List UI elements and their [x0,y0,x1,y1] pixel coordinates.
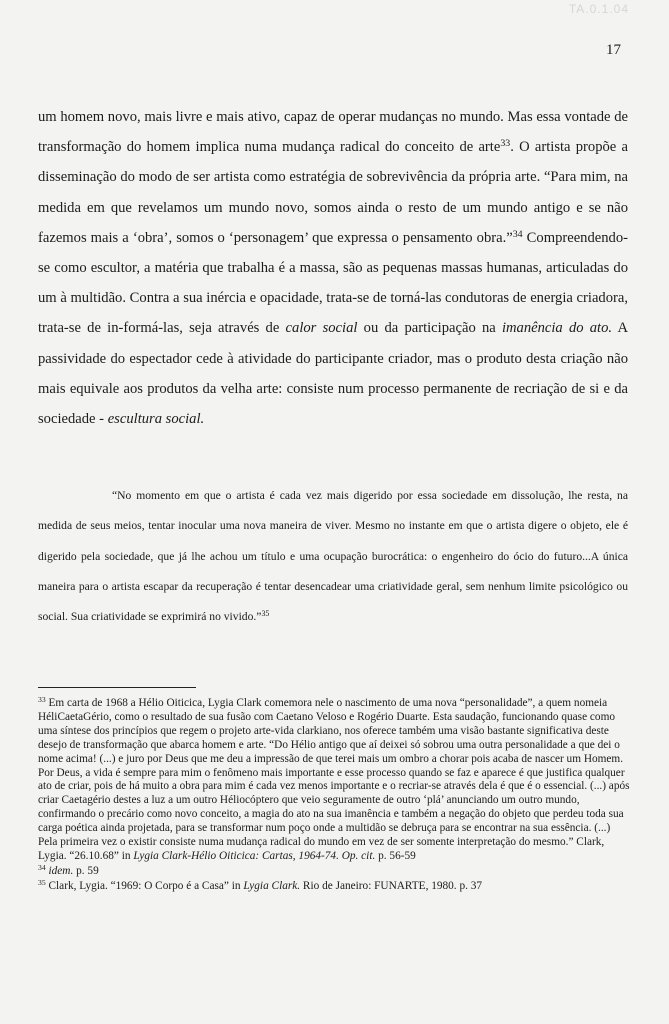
body-text-4: ou da participação na [357,320,502,337]
body-text-1: um homem novo, mais livre e mais ativo, capaz de operar mudanças no mundo. Mas essa vontade de transformação do homem implica numa mudança radical do conceito de arte [38,109,628,156]
footnote-number: 34 [38,863,46,873]
emphasis-calor-social: calor social [285,320,358,337]
scan-mark: TA.0.1.04 [568,2,629,16]
footnote-pages: p. 59 [73,864,99,877]
footnote-33 [38,697,630,864]
quote-text: “No momento em que o artista é cada vez mais digerido por essa sociedade em dissolução, lhe resta, na medida de seus meios, tentar inocular uma nova maneira de viver. Mesmo no instante em que o artista digere o objeto, ele é digerido pela sociedade, que já lhe achou um título e uma ocupação burocrática: o engenheiro do ócio do futuro...A única maneira para o artista escapar da recuperação é tentar desencadear uma criatividade geral, sem nenhum limite psicológico ou social. Sua criatividade se exprimirá no vivido.” [38,489,628,624]
footnote-ref-33: 33 [500,138,511,150]
footnote-citation-title: idem. [48,864,74,877]
body-paragraph [38,102,628,434]
footnote-citation-title: Lygia Clark. [243,879,301,892]
footnote-citation-title: Lygia Clark-Hélio Oiticica: Cartas, 1964-74. Op. cit. [133,849,376,862]
body-text-3: Compreendendo-se como escultor, a matéria que trabalha é a massa, são as pequenas massas humanas, articuladas do um à multidão. Contra a sua inércia e opacidade, trata-se de torná-las condutoras de energia criadora, trata-se de in-formá-las, seja através de [38,229,628,337]
footnotes [38,697,630,894]
footnote-34 [38,865,630,879]
footnote-text: Em carta de 1968 a Hélio Oiticica, Lygia Clark comemora nele o nascimento de uma nova “personalidade”, a quem nomeia HéliCaetaGério, como o resultado de sua fusão com Caetano Veloso e Rogério Duarte. Esta saudação, funcionando quase como uma síntese dos princípios que regem o projeto arte-vida clarkiano, nos oferece também uma visão bastante significativa deste desejo de transformação que abarca homem e arte. “Do Hélio antigo que aí deixei só sobrou uma outra personalidade a que dei o nome acima! (...) e juro por Deus que me deu a impressão de que terei mais um ombro a chorar pois acaba de nascer um Homem. Por Deus, a vida é sempre para mim o fenômeno mais importante e esse processo quando se faz e aparece é que justifica qualquer ato de criar, pois de há muito a obra para mim é cada vez menos importante e o recriar-se através dela é que é o essencial. (...) após criar Caetagério destes a luz a um outro Héliocóptero que veio seguramente de outro ‘plá’ anunciando um outro mundo, confirmando o precário como novo conceito, a magia do ato na sua imanência e também a negação do objeto que perdeu toda sua carga poética ainda projetada, para se transformar num poço onde a multidão se debruça para se encontrar na sua essência. (...) Pela primeira vez o existir consiste numa mudança radical do mundo em vez de ser somente interpretação do mesmo.” Clark, Lygia. “26.10.68” in [38,697,630,862]
footnote-text: Clark, Lygia. “1969: O Corpo é a Casa” in [48,879,244,892]
footnote-number: 35 [38,877,46,887]
footnote-publisher: Rio de Janeiro: FUNARTE, 1980. p. 37 [300,879,483,892]
footnote-35 [38,877,630,894]
footnote-divider [38,687,196,688]
footnote-ref-35: 35 [261,609,270,619]
footnote-number: 33 [38,695,46,705]
block-quote [38,481,628,632]
body-text-5: A passividade do espectador cede à atividade do participante criador, mas o produto desta criação não mais equivale aos produtos da velha arte: consiste num processo permanente de recriação de si e da sociedade - [38,320,628,428]
emphasis-imanencia: imanência do ato. [501,320,613,337]
footnote-pages: p. 56-59 [375,849,416,862]
footnote-ref-34: 34 [512,228,523,240]
body-text-2: . O artista propõe a disseminação do modo de ser artista como estratégia de sobrevivência da própria arte. “Para mim, na medida em que revelamos um mundo novo, somos ainda o resto de um mundo antigo e se não fazemos mais a ‘obra’, somos o ‘personagem’ que expressa o pensamento obra.” [38,139,628,246]
page-number: 17 [606,42,621,58]
emphasis-escultura-social: escultura social. [107,411,205,428]
